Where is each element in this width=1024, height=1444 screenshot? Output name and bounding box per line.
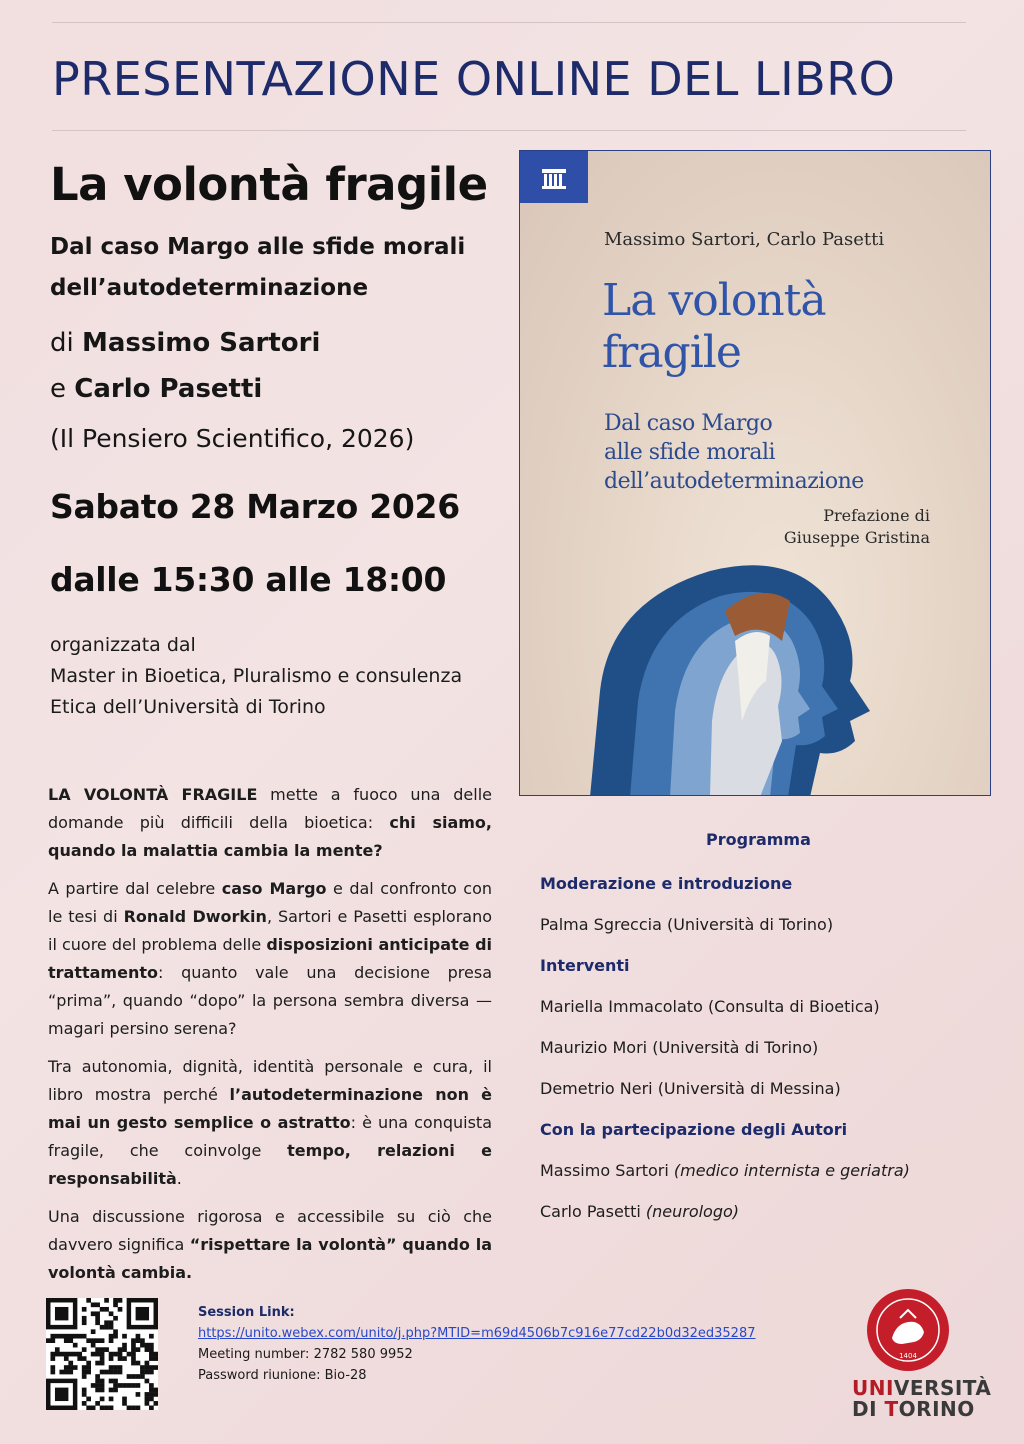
qr-module: [82, 1388, 87, 1393]
qr-module: [100, 1325, 105, 1330]
qr-module: [82, 1347, 87, 1352]
qr-module: [50, 1370, 55, 1375]
qr-module: [95, 1316, 100, 1321]
qr-module: [91, 1311, 96, 1316]
program-item: [540, 1161, 910, 1180]
qr-module: [149, 1383, 154, 1388]
cover-subtitle-line: dell’autodeterminazione: [604, 469, 864, 494]
qr-module: [122, 1356, 127, 1361]
qr-module: [55, 1347, 60, 1352]
cover-title: [602, 275, 826, 379]
session-link[interactable]: https://unito.webex.com/unito/j.php?MTID=m69d4506b7c916e77cd22b0d32ed35287: [198, 1326, 756, 1341]
qr-module: [104, 1307, 109, 1312]
qr-module: [95, 1374, 100, 1379]
bold-text: l’autodeterminazione non è mai un gesto semplice o astratto: [48, 1085, 492, 1132]
qr-module: [82, 1374, 87, 1379]
qr-module: [109, 1388, 114, 1393]
qr-module: [154, 1392, 158, 1397]
qr-module: [86, 1298, 91, 1303]
qr-module: [68, 1338, 73, 1343]
qr-module: [91, 1352, 96, 1357]
qr-module: [68, 1334, 73, 1339]
session-info: [198, 1302, 756, 1386]
author-role: (medico internista e geriatra): [673, 1161, 910, 1180]
text: mette a fuoco una delle domande più difficili della bioetica:: [48, 785, 492, 832]
qr-module: [145, 1392, 150, 1397]
qr-module: [86, 1338, 91, 1343]
qr-module: [113, 1379, 118, 1384]
qr-module: [59, 1370, 64, 1375]
qr-module: [145, 1343, 150, 1348]
qr-module: [140, 1338, 145, 1343]
qr-module: [82, 1356, 87, 1361]
bold-text: tempo, relazioni e responsabilità: [48, 1141, 493, 1188]
qr-module: [100, 1370, 105, 1375]
page-header: PRESENTAZIONE ONLINE DEL LIBRO: [52, 52, 896, 106]
text: A partire dal celebre: [48, 879, 222, 898]
qr-module: [68, 1370, 73, 1375]
qr-module: [131, 1343, 136, 1348]
qr-module: [149, 1347, 154, 1352]
qr-module: [50, 1352, 55, 1357]
qr-module: [100, 1383, 105, 1388]
author-1: Massimo Sartori: [82, 328, 321, 358]
qr-module: [91, 1302, 96, 1307]
program-item: Mariella Immacolato (Consulta di Bioetica): [540, 997, 880, 1016]
qr-module: [118, 1307, 123, 1312]
bold-text: caso Margo: [221, 879, 327, 898]
qr-module: [68, 1352, 73, 1357]
description-paragraph: [48, 1053, 492, 1193]
qr-module: [131, 1406, 136, 1410]
qr-module: [100, 1356, 105, 1361]
qr-code[interactable]: [46, 1298, 158, 1410]
qr-module: [104, 1370, 109, 1375]
qr-module: [86, 1397, 91, 1402]
bold-text: Ronald Dworkin: [123, 907, 267, 926]
program-heading: Con la partecipazione degli Autori: [540, 1120, 848, 1139]
program-item: Maurizio Mori (Università di Torino): [540, 1038, 819, 1057]
qr-module: [145, 1361, 150, 1366]
qr-module: [136, 1361, 141, 1366]
qr-module: [127, 1406, 132, 1410]
qr-module: [118, 1347, 123, 1352]
bold-text: chi siamo, quando la malattia cambia la mente?: [48, 813, 492, 860]
bold-text: disposizioni anticipate di trattamento: [48, 935, 493, 982]
qr-code-icon: [46, 1298, 158, 1410]
qr-module: [100, 1379, 105, 1384]
cover-preface-line: Giuseppe Gristina: [783, 528, 930, 547]
qr-module: [113, 1388, 118, 1393]
qr-module: [149, 1343, 154, 1348]
qr-module: [91, 1406, 96, 1410]
session-label: Session Link:: [198, 1305, 295, 1320]
qr-module: [149, 1370, 154, 1375]
book-subtitle: Dal caso Margo alle sfide morali dell’autodeterminazione: [50, 234, 466, 301]
qr-module: [154, 1388, 158, 1393]
qr-module: [145, 1347, 150, 1352]
program-heading: Moderazione e introduzione: [540, 874, 793, 893]
qr-module: [82, 1307, 87, 1312]
meeting-number: Meeting number: 2782 580 9952: [198, 1347, 413, 1362]
qr-module: [118, 1365, 123, 1370]
qr-module: [109, 1379, 114, 1384]
qr-module: [136, 1347, 141, 1352]
qr-finder: [55, 1388, 68, 1401]
organizer-line-3: Etica dell’Università di Torino: [50, 696, 326, 718]
cover-subtitle-line: Dal caso Margo: [604, 411, 773, 436]
qr-module: [109, 1325, 114, 1330]
qr-module: [113, 1352, 118, 1357]
qr-module: [95, 1347, 100, 1352]
qr-module: [131, 1338, 136, 1343]
qr-module: [73, 1352, 78, 1357]
bold-text: LA VOLONTÀ FRAGILE: [48, 785, 258, 804]
qr-module: [122, 1383, 127, 1388]
qr-module: [118, 1356, 123, 1361]
qr-module: [46, 1338, 51, 1343]
qr-module: [131, 1356, 136, 1361]
qr-module: [109, 1352, 114, 1357]
qr-module: [64, 1352, 69, 1357]
seal-year: 1404: [899, 1352, 917, 1360]
qr-module: [95, 1338, 100, 1343]
description-paragraph: [48, 1203, 492, 1287]
qr-module: [59, 1352, 64, 1357]
qr-module: [109, 1365, 114, 1370]
qr-module: [50, 1338, 55, 1343]
qr-module: [109, 1311, 114, 1316]
qr-module: [95, 1302, 100, 1307]
qr-module: [95, 1320, 100, 1325]
program-item: Palma Sgreccia (Università di Torino): [540, 915, 834, 934]
qr-module: [100, 1352, 105, 1357]
qr-module: [73, 1334, 78, 1339]
text: e dal confronto con le tesi di: [48, 879, 492, 926]
qr-module: [109, 1356, 114, 1361]
qr-module: [113, 1298, 118, 1303]
cover-authors: Massimo Sartori, Carlo Pasetti: [604, 229, 885, 250]
qr-module: [140, 1374, 145, 1379]
text: Una discussione rigorosa e accessibile su ciò che davvero significa: [48, 1207, 492, 1254]
qr-module: [100, 1338, 105, 1343]
head-illustration: [520, 541, 991, 796]
qr-module: [131, 1374, 136, 1379]
qr-module: [113, 1370, 118, 1375]
author-name: Massimo Sartori: [540, 1161, 674, 1180]
author-name: Carlo Pasetti: [540, 1202, 646, 1221]
qr-module: [149, 1388, 154, 1393]
qr-module: [127, 1383, 132, 1388]
qr-module: [127, 1374, 132, 1379]
qr-module: [149, 1397, 154, 1402]
qr-module: [149, 1365, 154, 1370]
column-icon: [520, 151, 588, 203]
qr-module: [100, 1406, 105, 1410]
qr-module: [154, 1356, 158, 1361]
qr-module: [109, 1406, 114, 1410]
qr-module: [86, 1370, 91, 1375]
qr-module: [55, 1352, 60, 1357]
event-organizer: [50, 630, 462, 723]
qr-module: [131, 1383, 136, 1388]
qr-module: [64, 1365, 69, 1370]
qr-module: [82, 1401, 87, 1406]
qr-module: [82, 1392, 87, 1397]
program-title: Programma: [706, 830, 811, 849]
book-title: La volontà fragile: [50, 158, 488, 211]
description-paragraph: [48, 875, 492, 1043]
qr-module: [127, 1352, 132, 1357]
uni-text-red: UNI: [852, 1376, 894, 1400]
qr-module: [104, 1325, 109, 1330]
book-description: [48, 781, 492, 1297]
qr-module: [104, 1320, 109, 1325]
qr-module: [122, 1397, 127, 1402]
authors-prefix: di: [50, 328, 74, 358]
qr-module: [118, 1383, 123, 1388]
qr-module: [113, 1365, 118, 1370]
top-divider: [52, 22, 966, 23]
uni-text: ORINO: [898, 1397, 975, 1421]
publisher-logo: [520, 151, 588, 203]
qr-module: [104, 1298, 109, 1303]
qr-module: [145, 1379, 150, 1384]
qr-module: [77, 1334, 82, 1339]
qr-module: [145, 1370, 150, 1375]
qr-module: [86, 1361, 91, 1366]
cover-subtitle: [604, 409, 864, 496]
qr-module: [91, 1338, 96, 1343]
qr-module: [145, 1397, 150, 1402]
cover-preface-line: Prefazione di: [823, 506, 930, 525]
qr-module: [100, 1361, 105, 1366]
qr-module: [131, 1361, 136, 1366]
qr-module: [82, 1334, 87, 1339]
author-role: (neurologo): [645, 1202, 740, 1221]
qr-module: [100, 1397, 105, 1402]
qr-module: [68, 1365, 73, 1370]
qr-module: [113, 1334, 118, 1339]
qr-module: [91, 1343, 96, 1348]
qr-module: [131, 1352, 136, 1357]
qr-module: [122, 1343, 127, 1348]
qr-module: [64, 1370, 69, 1375]
qr-module: [68, 1361, 73, 1366]
qr-module: [109, 1370, 114, 1375]
qr-module: [149, 1406, 154, 1410]
header-divider: [52, 130, 966, 131]
qr-module: [95, 1388, 100, 1393]
qr-module: [149, 1334, 154, 1339]
program-item: [540, 1202, 739, 1221]
qr-module: [64, 1334, 69, 1339]
qr-module: [145, 1401, 150, 1406]
qr-module: [109, 1338, 114, 1343]
book-authors: [50, 320, 320, 412]
text: .: [176, 1169, 182, 1188]
book-publisher: (Il Pensiero Scientifico, 2026): [50, 424, 415, 453]
qr-module: [82, 1320, 87, 1325]
qr-module: [109, 1397, 114, 1402]
qr-module: [118, 1370, 123, 1375]
qr-module: [109, 1334, 114, 1339]
qr-module: [109, 1320, 114, 1325]
program-item: Demetrio Neri (Università di Messina): [540, 1079, 841, 1098]
qr-module: [140, 1370, 145, 1375]
qr-module: [136, 1383, 141, 1388]
book-cover-image: [519, 150, 991, 796]
qr-module: [149, 1356, 154, 1361]
qr-module: [64, 1356, 69, 1361]
uni-text-red: T: [884, 1397, 899, 1421]
qr-module: [95, 1352, 100, 1357]
qr-module: [136, 1406, 141, 1410]
qr-module: [73, 1343, 78, 1348]
bold-text: “rispettare la volontà” quando la volontà cambia.: [48, 1235, 492, 1282]
university-logo-text: [852, 1378, 991, 1420]
event-time: dalle 15:30 alle 18:00: [50, 560, 447, 599]
organizer-line-2: Master in Bioetica, Pluralismo e consulenza: [50, 665, 463, 687]
qr-module: [136, 1334, 141, 1339]
qr-module: [55, 1334, 60, 1339]
university-seal-icon: [866, 1288, 950, 1372]
qr-module: [64, 1338, 69, 1343]
qr-module: [122, 1334, 127, 1339]
meeting-password: Password riunione: Bio-28: [198, 1368, 367, 1383]
qr-module: [95, 1311, 100, 1316]
qr-module: [50, 1334, 55, 1339]
uni-text: DI: [852, 1397, 885, 1421]
qr-module: [100, 1307, 105, 1312]
qr-module: [136, 1338, 141, 1343]
qr-module: [154, 1365, 158, 1370]
authors-and: e: [50, 374, 66, 404]
text: : è una conquista fragile, che coinvolge: [48, 1113, 493, 1160]
qr-module: [113, 1329, 118, 1334]
qr-module: [95, 1361, 100, 1366]
qr-module: [113, 1316, 118, 1321]
qr-module: [154, 1352, 158, 1357]
qr-finder: [136, 1307, 149, 1320]
qr-module: [118, 1298, 123, 1303]
text: Tra autonomia, dignità, identità personale e cura, il libro mostra perché: [48, 1057, 492, 1104]
qr-finder: [55, 1307, 68, 1320]
qr-module: [50, 1365, 55, 1370]
text: , Sartori e Pasetti esplorano il cuore del problema delle: [48, 907, 493, 954]
qr-module: [136, 1374, 141, 1379]
qr-module: [91, 1329, 96, 1334]
cover-title-line: fragile: [602, 327, 741, 378]
qr-module: [122, 1347, 127, 1352]
description-paragraph: [48, 781, 492, 865]
qr-module: [145, 1365, 150, 1370]
qr-module: [86, 1365, 91, 1370]
qr-module: [50, 1356, 55, 1361]
cover-title-line: La volontà: [602, 275, 826, 326]
qr-module: [73, 1365, 78, 1370]
qr-module: [113, 1302, 118, 1307]
qr-module: [77, 1356, 82, 1361]
qr-module: [77, 1352, 82, 1357]
program-heading: Interventi: [540, 956, 630, 975]
uni-text: VERSITÀ: [893, 1376, 992, 1400]
text: : quanto vale una decisione presa “prima”, quando “dopo” la persona sembra diversa — magari persino serena?: [48, 963, 492, 1038]
qr-module: [113, 1383, 118, 1388]
qr-module: [59, 1334, 64, 1339]
qr-module: [95, 1379, 100, 1384]
qr-module: [149, 1392, 154, 1397]
qr-module: [82, 1365, 87, 1370]
qr-module: [82, 1316, 87, 1321]
event-date: Sabato 28 Marzo 2026: [50, 487, 460, 526]
qr-module: [104, 1347, 109, 1352]
qr-module: [154, 1401, 158, 1406]
qr-module: [100, 1347, 105, 1352]
qr-module: [100, 1388, 105, 1393]
qr-module: [118, 1352, 123, 1357]
qr-module: [136, 1392, 141, 1397]
qr-module: [131, 1347, 136, 1352]
qr-module: [140, 1365, 145, 1370]
qr-module: [95, 1383, 100, 1388]
qr-module: [91, 1383, 96, 1388]
author-2: Carlo Pasetti: [74, 374, 263, 404]
qr-module: [122, 1401, 127, 1406]
qr-module: [95, 1401, 100, 1406]
qr-module: [86, 1406, 91, 1410]
qr-module: [140, 1343, 145, 1348]
qr-module: [104, 1406, 109, 1410]
qr-module: [149, 1352, 154, 1357]
cover-subtitle-line: alle sfide morali: [604, 440, 776, 465]
organizer-line-1: organizzata dal: [50, 634, 196, 656]
qr-module: [82, 1370, 87, 1375]
